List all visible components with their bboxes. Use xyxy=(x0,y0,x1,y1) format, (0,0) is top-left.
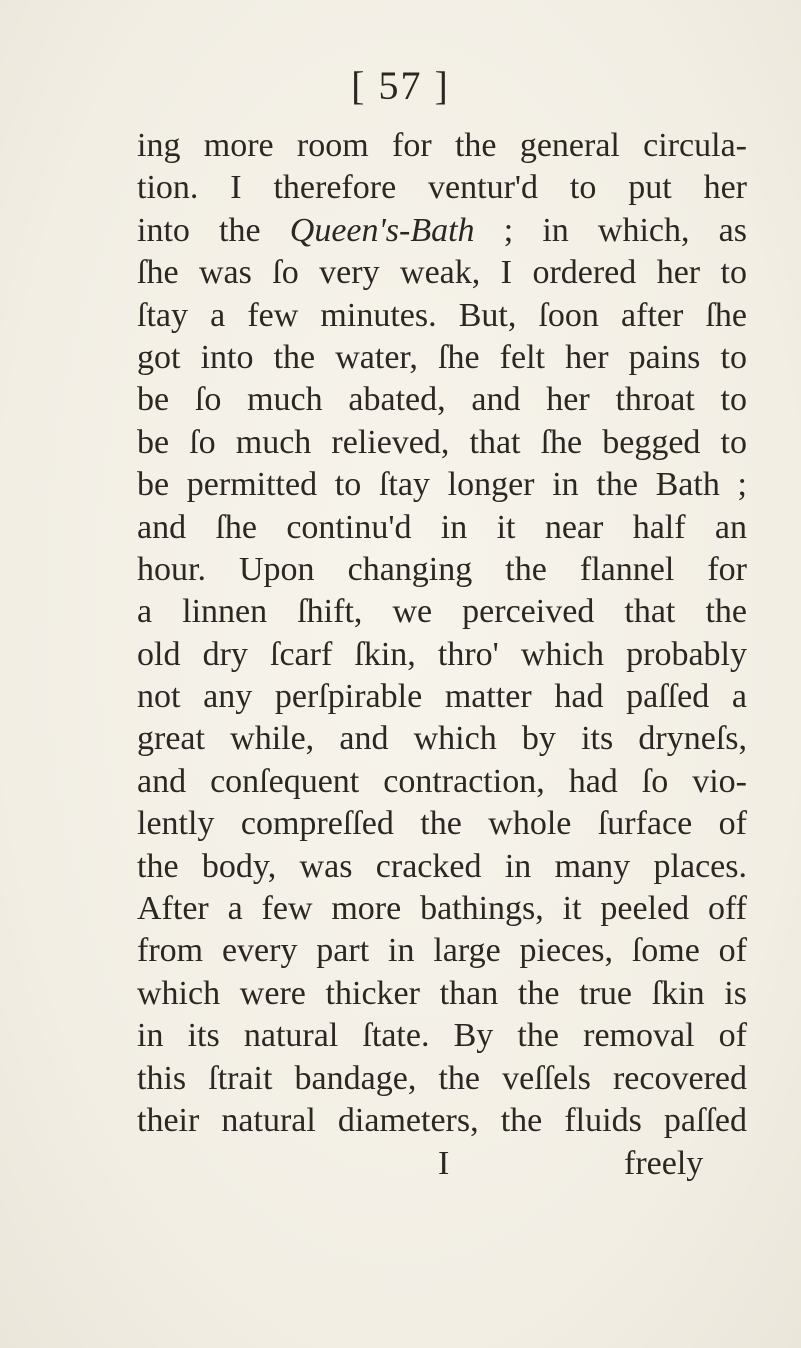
line-text: lently compreſſed the whole ſurface of xyxy=(137,805,747,843)
text-line xyxy=(137,718,747,760)
line-text: from every part in large pieces, ſome of xyxy=(137,932,747,970)
catchword: freely xyxy=(624,1145,704,1182)
text-line xyxy=(137,464,747,506)
body-text xyxy=(137,125,747,1182)
line-text-start xyxy=(137,210,747,252)
line-text: be ſo much relieved, that ſhe begged to xyxy=(137,423,747,461)
text-line xyxy=(137,337,747,379)
text-line xyxy=(137,761,747,803)
text-line xyxy=(137,295,747,337)
line-segment: ; in which, as xyxy=(474,211,747,249)
text-line xyxy=(137,591,747,633)
text-line xyxy=(137,252,747,294)
line-text: tion. I therefore ventur'd to put her xyxy=(137,169,747,207)
catch-line xyxy=(0,1143,801,1187)
text-line xyxy=(137,930,747,972)
line-text: ing more room for the general circula- xyxy=(137,127,747,164)
line-text: be permitted to ſtay longer in the Bath ; xyxy=(137,466,747,504)
text-line xyxy=(137,973,747,1015)
line-text: this ſtrait bandage, the veſſels recovered xyxy=(137,1059,747,1097)
text-line xyxy=(137,507,747,549)
signature-mark: I xyxy=(438,1145,450,1182)
text-line xyxy=(137,549,747,591)
text-line xyxy=(137,1058,747,1100)
text-line xyxy=(137,846,747,888)
line-text: ſhe was ſo very weak, I ordered her to xyxy=(137,254,747,292)
text-line xyxy=(137,1015,747,1057)
line-text: ſtay a few minutes. But, ſoon after ſhe xyxy=(137,296,747,334)
line-text: and conſequent contraction, had ſo vio- xyxy=(137,762,747,800)
line-text: not any perſpirable matter had paſſed a xyxy=(137,678,747,716)
line-text: in its natural ſtate. By the removal of xyxy=(137,1017,747,1055)
text-line xyxy=(137,803,747,845)
page-number: [ 57 ] xyxy=(351,63,450,108)
text-line xyxy=(137,167,747,209)
line-text: old dry ſcarf ſkin, thro' which probably xyxy=(137,635,747,673)
text-line xyxy=(137,888,747,930)
text-line xyxy=(137,634,747,676)
line-text: hour. Upon changing the flannel for xyxy=(137,550,747,588)
line-text: After a few more bathings, it peeled off xyxy=(137,890,747,928)
line-text: their natural diameters, the fluids paſſed xyxy=(137,1101,747,1139)
line-text: be ſo much abated, and her throat to xyxy=(137,381,747,419)
text-line xyxy=(137,676,747,718)
text-line xyxy=(137,379,747,421)
line-text: great while, and which by its dryneſs, xyxy=(137,720,747,758)
line-text: and ſhe continu'd in it near half an xyxy=(137,508,747,546)
line-text: the body, was cracked in many places. xyxy=(137,847,747,885)
line-text: which were thicker than the true ſkin is xyxy=(137,974,747,1012)
text-line xyxy=(137,1100,747,1142)
italic-bath-name: Queen's-Bath xyxy=(289,211,475,249)
line-segment: into the xyxy=(137,211,290,249)
text-line xyxy=(137,210,747,252)
line-text: a linnen ſhift, we perceived that the xyxy=(137,593,747,631)
text-line xyxy=(137,422,747,464)
text-line xyxy=(137,125,747,167)
line-text: got into the water, ſhe felt her pains to xyxy=(137,338,747,376)
